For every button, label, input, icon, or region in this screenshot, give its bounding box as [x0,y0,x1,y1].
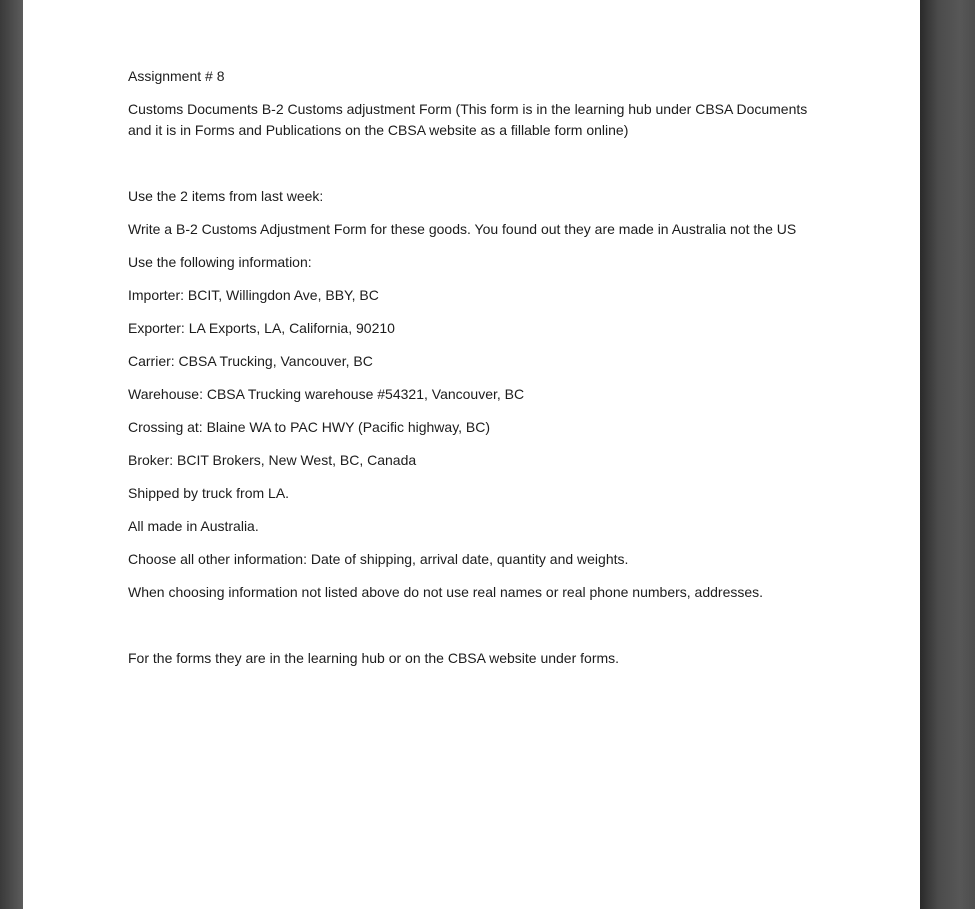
assignment-title: Assignment # 8 [128,68,225,84]
broker-line: Broker: BCIT Brokers, New West, BC, Canada [128,452,417,468]
viewer-right-margin [920,0,975,909]
shipped-line: Shipped by truck from LA. [128,485,290,501]
carrier-line: Carrier: CBSA Trucking, Vancouver, BC [128,353,373,369]
document-page[interactable] [23,0,920,909]
when-choosing-line: When choosing information not listed above do not use real names or real phone numbers, addresses. [128,584,764,600]
exporter-line: Exporter: LA Exports, LA, California, 90210 [128,320,395,336]
choose-other-line: Choose all other information: Date of shipping, arrival date, quantity and weights. [128,551,629,567]
page-content [128,66,808,681]
write-form-paragraph: Write a B-2 Customs Adjustment Form for these goods. You found out they are made in Australia not the US [128,221,797,237]
importer-line: Importer: BCIT, Willingdon Ave, BBY, BC [128,287,379,303]
warehouse-line: Warehouse: CBSA Trucking warehouse #54321, Vancouver, BC [128,386,525,402]
use-items-line: Use the 2 items from last week: [128,188,324,204]
crossing-line: Crossing at: Blaine WA to PAC HWY (Pacific highway, BC) [128,419,491,435]
intro-paragraph: Customs Documents B-2 Customs adjustment Form (This form is in the learning hub under CBSA Documents and it is in Forms and Publications on the CBSA website as a fillable form online) [128,101,808,138]
forms-location-line: For the forms they are in the learning hub or on the CBSA website under forms. [128,650,620,666]
viewer-left-margin [0,0,23,909]
blank-line [128,615,808,636]
made-in-line: All made in Australia. [128,518,259,534]
use-following-line: Use the following information: [128,254,312,270]
blank-line [128,153,808,174]
